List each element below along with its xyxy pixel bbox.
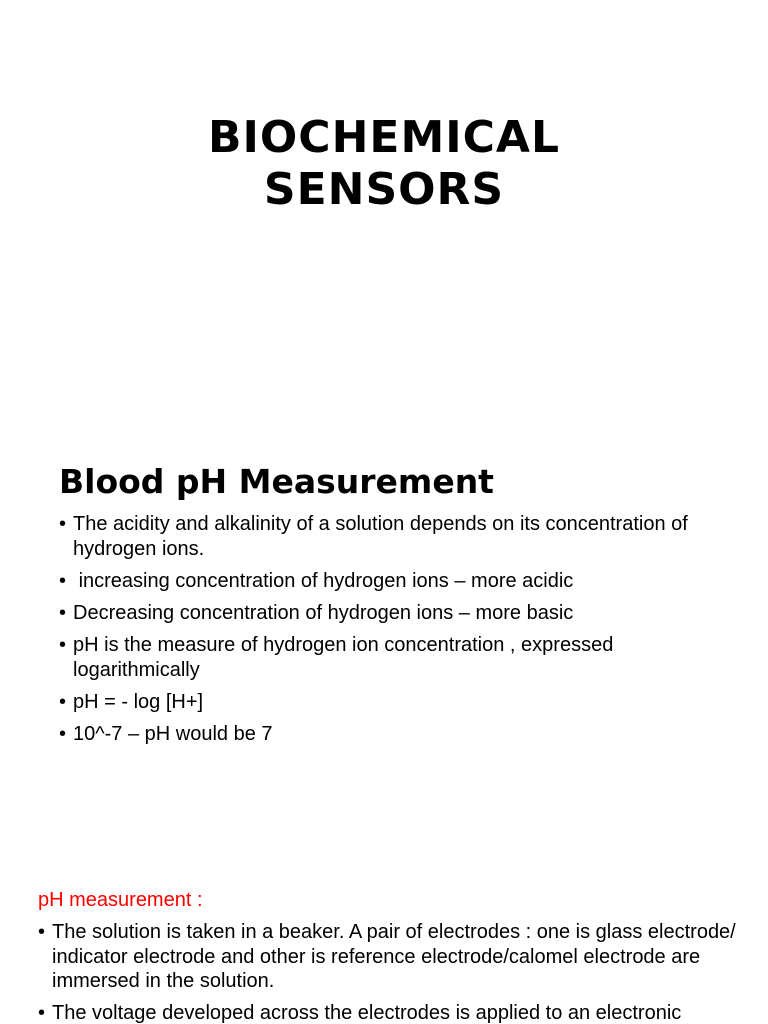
bullet-dot: • — [59, 723, 67, 745]
bullet-list — [59, 512, 729, 754]
bullet-list — [38, 920, 738, 1024]
bullet-item — [59, 601, 729, 626]
blood-ph-slide — [0, 420, 768, 860]
presentation-title — [0, 112, 768, 216]
bullet-item — [59, 633, 729, 683]
bullet-dot: • — [38, 1001, 46, 1024]
bullet-text: 10^-7 – pH would be 7 — [73, 723, 273, 745]
bullet-text: The voltage developed across the electrodes is applied to an electronic — [52, 1001, 682, 1024]
bullet-item — [59, 569, 729, 594]
red-heading: pH measurement : — [38, 889, 203, 911]
title-slide — [0, 0, 768, 420]
ph-measurement-slide — [0, 860, 768, 1024]
bullet-text: pH is the measure of hydrogen ion concentration , expressed logarithmically — [73, 634, 614, 681]
bullet-text: pH = - log [H+] — [73, 691, 204, 713]
bullet-item — [59, 690, 729, 715]
bullet-dot: • — [59, 570, 67, 592]
bullet-text: increasing concentration of hydrogen ions – more acidic — [73, 570, 574, 592]
bullet-item — [38, 1001, 738, 1024]
bullet-dot: • — [59, 691, 67, 713]
bullet-dot: • — [59, 634, 67, 656]
bullet-item — [59, 722, 729, 747]
bullet-text: The solution is taken in a beaker. A pair of electrodes : one is glass electrode/ indicator electrode and other is reference electrode/calomel electrode are immersed in the solution. — [52, 921, 736, 992]
bullet-dot: • — [59, 513, 67, 535]
bullet-text: Decreasing concentration of hydrogen ions – more basic — [73, 602, 574, 624]
title-line-2: SENSORS — [263, 164, 505, 215]
bullet-item — [59, 512, 729, 562]
bullet-dot: • — [38, 921, 46, 943]
title-line-1: BIOCHEMICAL — [207, 112, 561, 163]
bullet-text: The acidity and alkalinity of a solution depends on its concentration of hydrogen ions. — [73, 513, 688, 560]
bullet-dot: • — [59, 602, 67, 624]
slide-heading: Blood pH Measurement — [59, 462, 494, 501]
bullet-item — [38, 920, 738, 994]
